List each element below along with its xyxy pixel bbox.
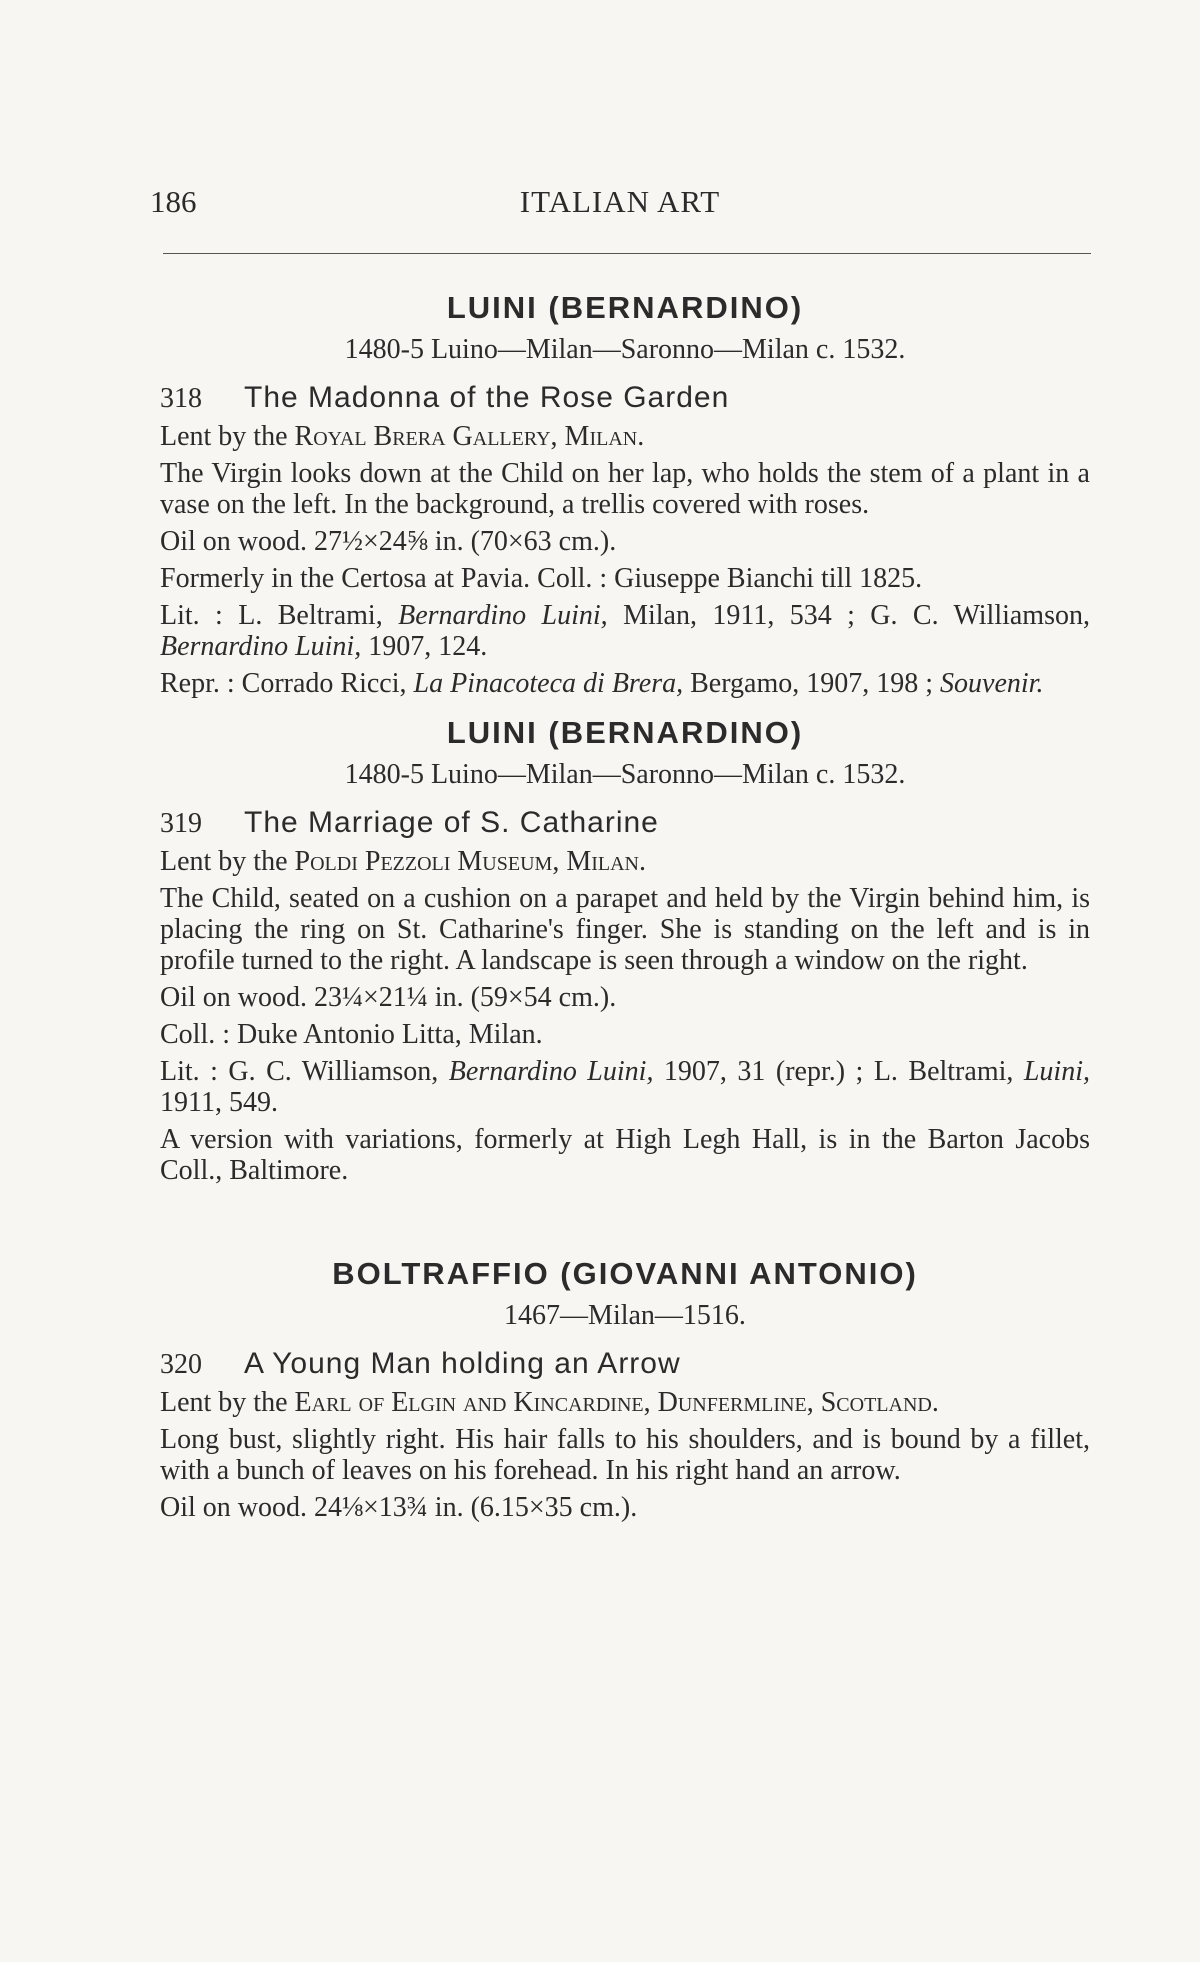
artist-dates: 1480-5 Luino—Milan—Saronno—Milan c. 1532. [344, 334, 906, 365]
entry-number: 320 [160, 1349, 202, 1380]
lender-line [160, 1387, 1090, 1418]
entry-heading [160, 380, 1090, 417]
page-header [150, 184, 1090, 228]
reproduction-text: Bergamo, 1907, 198 ; [683, 668, 941, 699]
literature-text: Lit. : G. C. Williamson, [160, 1056, 449, 1087]
artist-dates: 1467—Milan—1516. [504, 1300, 746, 1331]
page-number: 186 [150, 184, 197, 219]
version-note: A version with variations, formerly at High Legh Hall, is in the Barton Jacobs Coll., Baltimore. [160, 1124, 1090, 1186]
description: The Child, seated on a cushion on a parapet and held by the Virgin behind him, is placing the ring on St. Catharine's finger. She is standing on the left and is in profile turned to the right. A landscape is seen through a window on the right. [160, 883, 1090, 976]
description: The Virgin looks down at the Child on her lap, who holds the stem of a plant in a vase on the left. In the background, a trellis covered with roses. [160, 458, 1090, 520]
literature-text: Lit. : L. Beltrami, [160, 600, 399, 631]
medium-dimensions: Oil on wood. 27½×24⅝ in. (70×63 cm.). [160, 526, 617, 557]
catalogue-entry-319 [160, 713, 1090, 1186]
lender-prefix: Lent by the [160, 421, 288, 452]
reproduction-text: Repr. : Corrado Ricci, [160, 668, 414, 699]
literature [160, 600, 1090, 662]
reproduction-title: Souvenir. [940, 668, 1044, 699]
entry-title: The Madonna of the Rose Garden [244, 381, 730, 414]
artist-heading: LUINI (BERNARDINO) [446, 290, 804, 325]
lender-prefix: Lent by the [160, 1387, 288, 1418]
section-spacer [160, 1186, 1090, 1254]
entry-title: The Marriage of S. Catharine [244, 806, 659, 839]
literature-text: Milan, 1911, 534 ; G. C. Williamson, [607, 600, 1090, 631]
medium-dimensions: Oil on wood. 23¼×21¼ in. (59×54 cm.). [160, 982, 617, 1013]
entry-heading [160, 1346, 1090, 1383]
literature-text: 1907, 124. [361, 631, 488, 662]
lender-name: Poldi Pezzoli Museum, Milan. [294, 846, 646, 877]
catalogue-entry-320 [160, 1254, 1090, 1523]
entry-heading [160, 805, 1090, 842]
provenance: Formerly in the Certosa at Pavia. Coll. : Giuseppe Bianchi till 1825. [160, 563, 923, 594]
literature-title: Bernardino Luini, [448, 1056, 654, 1087]
lender-prefix: Lent by the [160, 846, 288, 877]
description: Long bust, slightly right. His hair falls to his shoulders, and is bound by a fillet, with a bunch of leaves on his forehead. In his right hand an arrow. [160, 1424, 1090, 1486]
lender-line [160, 846, 1090, 877]
reproduction-title: La Pinacoteca di Brera, [413, 668, 684, 699]
header-rule [163, 253, 1091, 254]
literature-title: Luini, [1023, 1056, 1090, 1087]
artist-dates: 1480-5 Luino—Milan—Saronno—Milan c. 1532. [344, 759, 906, 790]
literature-text: 1907, 31 (repr.) ; L. Beltrami, [653, 1056, 1024, 1087]
literature-title: Bernardino Luini, [398, 600, 608, 631]
lender-name: Earl of Elgin and Kincardine, Dunfermline, Scotland. [294, 1387, 939, 1418]
reproductions [160, 668, 1090, 699]
literature-title: Bernardino Luini, [160, 631, 362, 662]
literature-text: 1911, 549. [160, 1087, 278, 1118]
collection: Coll. : Duke Antonio Litta, Milan. [160, 1019, 543, 1050]
lender-line [160, 421, 1090, 452]
lender-name: Royal Brera Gallery, Milan. [294, 421, 645, 452]
medium-dimensions: Oil on wood. 24⅛×13¾ in. (6.15×35 cm.). [160, 1492, 638, 1523]
entry-number: 319 [160, 808, 202, 839]
entry-number: 318 [160, 383, 202, 414]
literature [160, 1056, 1090, 1118]
artist-heading: BOLTRAFFIO (GIOVANNI ANTONIO) [332, 1256, 918, 1291]
catalogue-content [160, 288, 1090, 1523]
entry-title: A Young Man holding an Arrow [244, 1347, 681, 1380]
catalogue-entry-318 [160, 288, 1090, 699]
artist-heading: LUINI (BERNARDINO) [446, 715, 804, 750]
running-title: ITALIAN ART [519, 184, 721, 219]
